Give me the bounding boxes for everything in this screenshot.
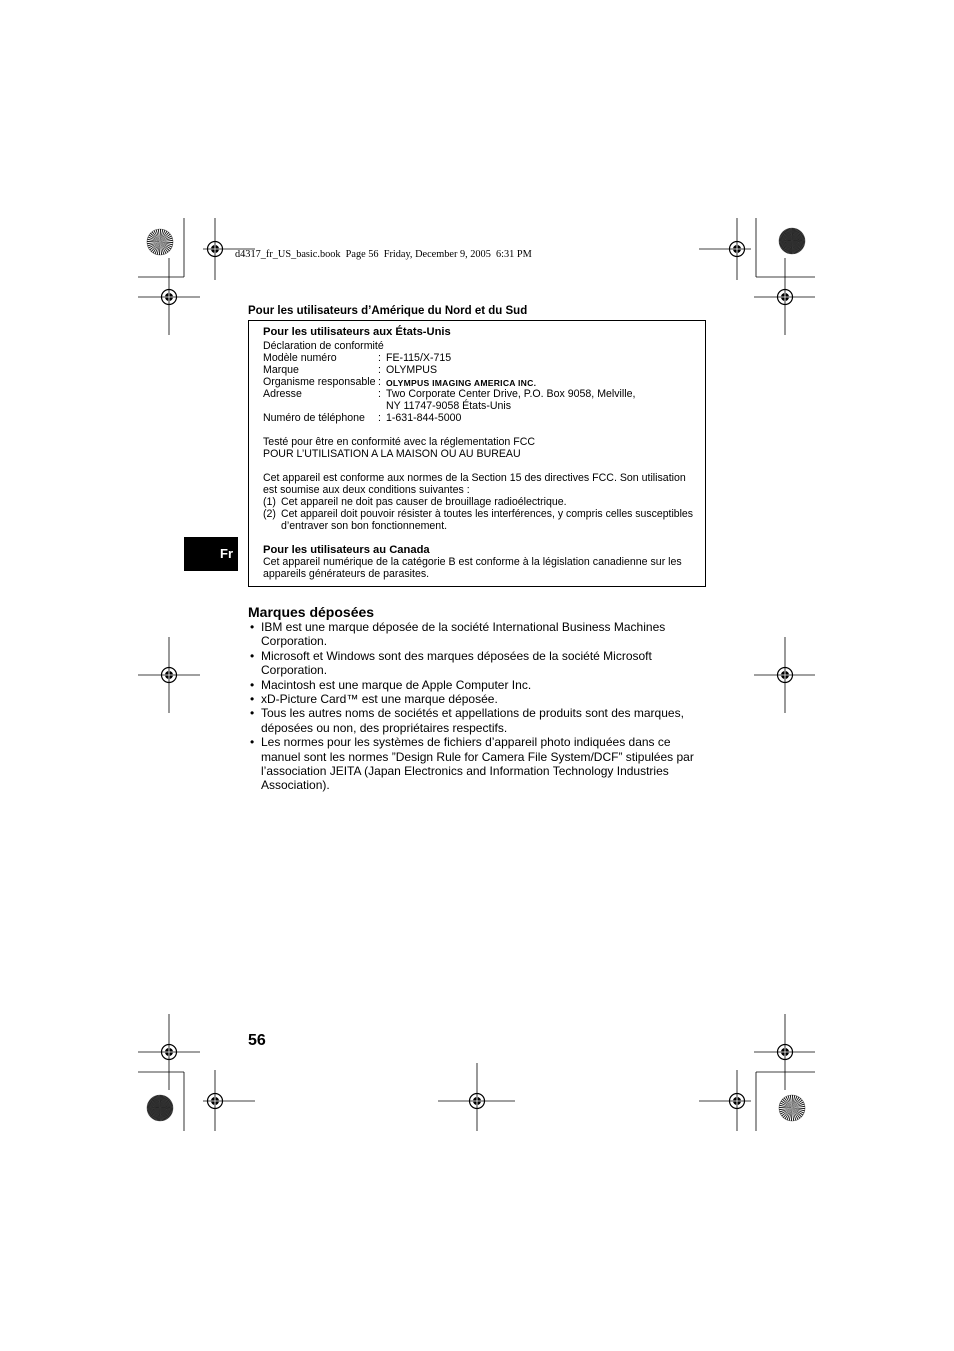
bullet: • bbox=[250, 706, 255, 721]
conformity-line-2: est soumise aux deux conditions suivantes : bbox=[263, 484, 470, 496]
list-item-line: l’association JEITA (Japan Electronics and Information Technology Industries bbox=[261, 764, 669, 778]
registration-dot bbox=[733, 245, 741, 253]
registration-cross bbox=[165, 671, 173, 679]
field-value-brand: OLYMPUS bbox=[386, 364, 438, 376]
field-separator: : bbox=[378, 364, 381, 376]
registration-cross bbox=[473, 1097, 481, 1105]
bullet: • bbox=[250, 692, 255, 706]
list-item bbox=[248, 706, 684, 735]
list-item bbox=[248, 678, 531, 692]
condition-2-continued bbox=[249, 520, 704, 532]
registration-mark bbox=[138, 637, 200, 713]
list-item-line: Les normes pour les systèmes de fichiers d’appareil photo indiquées dans ce bbox=[261, 735, 671, 750]
registration-cross bbox=[165, 1048, 173, 1056]
field-separator: : bbox=[378, 412, 381, 424]
registration-mark bbox=[754, 258, 815, 335]
star-spokes bbox=[147, 1095, 173, 1121]
light-control-star bbox=[779, 1095, 805, 1121]
condition-text: Cet appareil ne doit pas causer de brouillage radioélectrique. bbox=[281, 496, 567, 508]
registration-ring bbox=[162, 290, 177, 305]
field-value-phone: 1-631-844-5000 bbox=[386, 412, 462, 424]
field-row-phone bbox=[249, 412, 704, 424]
field-label-brand: Marque bbox=[263, 364, 299, 376]
star-disc bbox=[147, 1095, 173, 1121]
field-row-brand bbox=[249, 364, 704, 376]
registration-mark bbox=[699, 1070, 751, 1131]
registration-dot bbox=[781, 293, 789, 301]
field-label-model: Modèle numéro bbox=[263, 352, 337, 364]
list-item-line: Association). bbox=[261, 778, 330, 793]
list-item-line: IBM est une marque déposée de la société International Business Machines bbox=[261, 620, 666, 634]
language-tab bbox=[184, 537, 238, 571]
list-item-line: xD-Picture Card™ est une marque déposée. bbox=[261, 692, 498, 706]
field-row-model bbox=[249, 352, 704, 364]
section-title: Pour les utilisateurs d’Amérique du Nord et du Sud bbox=[248, 305, 528, 317]
registration-dot bbox=[211, 1097, 219, 1105]
star-spokes bbox=[779, 228, 805, 254]
fcc-test-line: Testé pour être en conformité avec la réglementation FCC bbox=[263, 436, 536, 448]
registration-dot bbox=[781, 671, 789, 679]
star-disc bbox=[779, 228, 805, 254]
field-row-responsible-party bbox=[249, 376, 704, 388]
list-item-line: Tous les autres noms de sociétés et appellations de produits sont des marques, bbox=[261, 706, 684, 721]
star-spokes bbox=[779, 1095, 805, 1121]
star-spokes bbox=[147, 229, 173, 255]
trademark-list bbox=[248, 620, 718, 795]
canada-line-2: appareils générateurs de parasites. bbox=[263, 568, 430, 580]
registration-ring bbox=[778, 290, 793, 305]
trademarks-heading: Marques déposées bbox=[248, 604, 375, 620]
list-item-line: Macintosh est une marque de Apple Computer Inc. bbox=[261, 677, 532, 692]
field-row-address-continued bbox=[249, 400, 704, 412]
light-control-star bbox=[147, 229, 173, 255]
field-value-address-line-2: NY 11747-9058 États-Unis bbox=[386, 400, 512, 412]
dark-control-star bbox=[147, 1095, 173, 1121]
registration-dot bbox=[473, 1097, 481, 1105]
registration-cross bbox=[211, 1097, 219, 1105]
condition-text: Cet appareil doit pouvoir résister à toutes les interférences, y compris celles susceptibles bbox=[281, 508, 694, 520]
registration-mark bbox=[203, 1070, 255, 1131]
canada-heading: Pour les utilisateurs au Canada bbox=[263, 544, 430, 556]
registration-mark bbox=[438, 1063, 515, 1131]
field-value-model: FE-115/X-715 bbox=[386, 352, 452, 364]
conformity-line-1: Cet appareil est conforme aux normes de la Section 15 des directives FCC. Son utilisation bbox=[263, 472, 686, 484]
compliance-box bbox=[248, 320, 706, 587]
bullet: • bbox=[250, 620, 255, 634]
list-item bbox=[248, 735, 694, 793]
registration-ring bbox=[470, 1094, 485, 1109]
list-item-line: Microsoft et Windows sont des marques déposées de la société Microsoft bbox=[261, 648, 652, 663]
registration-dot bbox=[165, 1048, 173, 1056]
registration-cross bbox=[781, 293, 789, 301]
book-file-header: d4317_fr_US_basic.book Page 56 Friday, December 9, 2005 6:31 PM bbox=[235, 249, 532, 260]
page-number: 56 bbox=[248, 1032, 266, 1049]
field-label-responsible-party: Organisme responsable bbox=[263, 376, 376, 388]
registration-mark bbox=[138, 1014, 200, 1090]
registration-cross bbox=[733, 1097, 741, 1105]
registration-ring bbox=[208, 242, 223, 257]
registration-mark bbox=[699, 218, 751, 280]
registration-ring bbox=[778, 1045, 793, 1060]
field-separator: : bbox=[378, 352, 381, 364]
list-item-line: manuel sont les normes ”Design Rule for Camera File System/DCF” stipulées par bbox=[261, 749, 694, 764]
condition-2 bbox=[249, 508, 704, 520]
registration-cross bbox=[733, 245, 741, 253]
registration-ring bbox=[208, 1094, 223, 1109]
field-row-address bbox=[249, 388, 704, 400]
bullet: • bbox=[250, 677, 255, 692]
dark-control-star bbox=[779, 228, 805, 254]
usa-heading: Pour les utilisateurs aux États-Unis bbox=[263, 326, 451, 338]
registration-ring bbox=[778, 668, 793, 683]
registration-cross bbox=[211, 245, 219, 253]
registration-dot bbox=[211, 245, 219, 253]
bullet: • bbox=[250, 648, 255, 663]
registration-dot bbox=[165, 293, 173, 301]
list-item bbox=[248, 620, 665, 649]
registration-dot bbox=[781, 1048, 789, 1056]
registration-cross bbox=[165, 293, 173, 301]
condition-number: (2) bbox=[263, 508, 276, 520]
condition-number: (1) bbox=[263, 496, 276, 508]
field-separator: : bbox=[378, 388, 381, 400]
olympus-imaging-america-logotype: OLYMPUS IMAGING AMERICA INC. bbox=[386, 378, 537, 388]
registration-cross bbox=[781, 671, 789, 679]
registration-ring bbox=[730, 242, 745, 257]
canada-line-1: Cet appareil numérique de la catégorie B est conforme à la législation canadienne sur les bbox=[263, 556, 682, 568]
registration-ring bbox=[730, 1094, 745, 1109]
field-value-address-line-1: Two Corporate Center Drive, P.O. Box 9058, Melville, bbox=[386, 388, 636, 400]
language-tab-label: Fr bbox=[220, 546, 233, 561]
condition-text: d’entraver son bon fonctionnement. bbox=[281, 520, 448, 532]
registration-ring bbox=[162, 668, 177, 683]
list-item-line: Corporation. bbox=[261, 634, 328, 649]
bullet: • bbox=[250, 735, 255, 750]
list-item-line: déposées ou non, des propriétaires respectifs. bbox=[261, 720, 508, 735]
condition-1 bbox=[249, 496, 704, 508]
field-separator: : bbox=[378, 376, 381, 388]
fcc-usage-line: POUR L’UTILISATION A LA MAISON OU AU BUREAU bbox=[263, 448, 521, 460]
registration-dot bbox=[733, 1097, 741, 1105]
star-disc bbox=[779, 1095, 805, 1121]
list-item bbox=[248, 692, 498, 706]
list-item bbox=[248, 649, 652, 678]
star-disc bbox=[147, 229, 173, 255]
field-label-phone: Numéro de téléphone bbox=[263, 412, 365, 424]
list-item-line: Corporation. bbox=[261, 663, 328, 678]
registration-ring bbox=[162, 1045, 177, 1060]
registration-cross bbox=[781, 1048, 789, 1056]
declaration-title: Déclaration de conformité bbox=[263, 340, 384, 352]
field-label-address: Adresse bbox=[263, 388, 302, 400]
registration-mark bbox=[138, 258, 200, 335]
registration-mark bbox=[754, 637, 815, 713]
registration-mark bbox=[754, 1014, 815, 1090]
registration-dot bbox=[165, 671, 173, 679]
